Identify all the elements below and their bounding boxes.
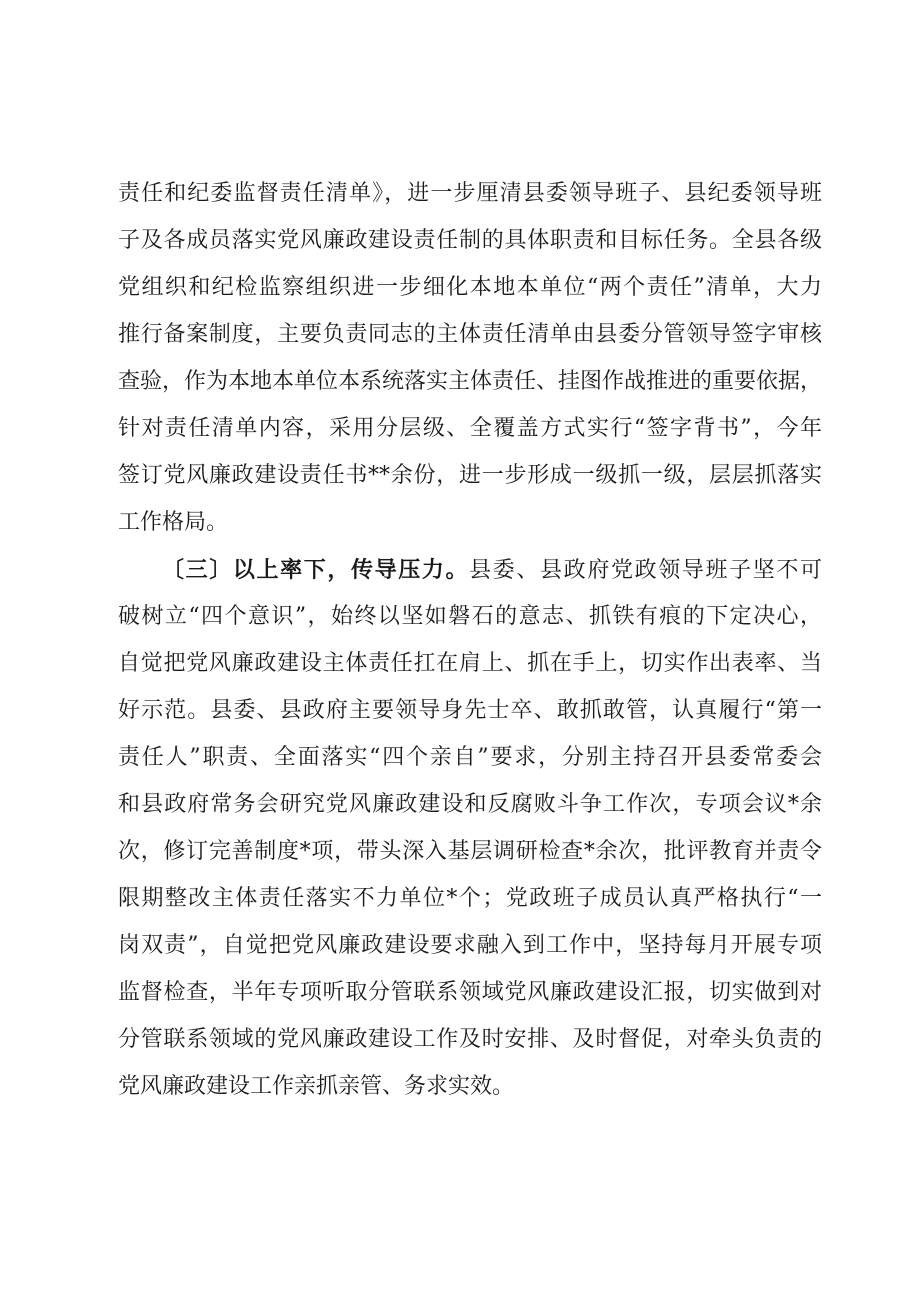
paragraph-1-line: 针对责任清单内容，采用分层级、全覆盖方式实行“签字背书”，今年 bbox=[118, 416, 822, 441]
paragraph-1-line: 工作格局。 bbox=[118, 510, 229, 535]
paragraph-2-line: 限期整改主体责任落实不力单位*个；党政班子成员认真严格执行“一 bbox=[118, 886, 822, 911]
paragraph-1-line: 签订党风廉政建设责任书**余份，进一步形成一级抓一级，层层抓落实 bbox=[118, 463, 822, 488]
paragraph-1-line: 查验，作为本地本单位本系统落实主体责任、挂图作战推进的重要依据， bbox=[118, 369, 823, 394]
paragraph-1-line: 推行备案制度，主要负责同志的主体责任清单由县委分管领导签字审核 bbox=[118, 322, 822, 347]
paragraph-2-line: 监督检查，半年专项听取分管联系领域党风廉政建设汇报，切实做到对 bbox=[118, 980, 822, 1005]
paragraph-1-line: 子及各成员落实党风廉政建设责任制的具体职责和目标任务。全县各级 bbox=[118, 228, 822, 253]
paragraph-2-line: 党风廉政建设工作亲抓亲管、务求实效。 bbox=[118, 1074, 515, 1099]
paragraph-2-line: 好示范。县委、县政府主要领导身先士卒、敢抓敢管，认真履行“第一 bbox=[118, 698, 822, 723]
paragraph-2-line: 责任人”职责、全面落实“四个亲自”要求，分别主持召开县委常委会 bbox=[118, 745, 822, 770]
paragraph-1-line: 责任和纪委监督责任清单》，进一步厘清县委领导班子、县纪委领导班 bbox=[118, 181, 822, 206]
paragraph-2-line: 分管联系领域的党风廉政建设工作及时安排、及时督促，对牵头负责的 bbox=[118, 1027, 822, 1052]
section-heading: 〔三〕以上率下，传导压力。 bbox=[162, 557, 470, 583]
paragraph-2-first-line bbox=[162, 555, 822, 585]
paragraph-1-line: 党组织和纪检监察组织进一步细化本地本单位“两个责任”清单，大力 bbox=[118, 275, 822, 300]
paragraph-2-line: 和县政府常务会研究党风廉政建设和反腐败斗争工作次，专项会议*余 bbox=[118, 792, 822, 817]
paragraph-2-line: 自觉把党风廉政建设主体责任扛在肩上、抓在手上，切实作出表率、当 bbox=[118, 651, 822, 676]
paragraph-2-line: 岗双责”，自觉把党风廉政建设要求融入到工作中，坚持每月开展专项 bbox=[118, 933, 822, 958]
paragraph-2-line: 破树立“四个意识”，始终以坚如磐石的意志、抓铁有痕的下定决心， bbox=[118, 604, 822, 629]
paragraph-2-first-line-text: 县委、县政府党政领导班子坚不可 bbox=[469, 558, 822, 583]
paragraph-2-line: 次，修订完善制度*项，带头深入基层调研检查*余次，批评教育并责令 bbox=[118, 839, 822, 864]
